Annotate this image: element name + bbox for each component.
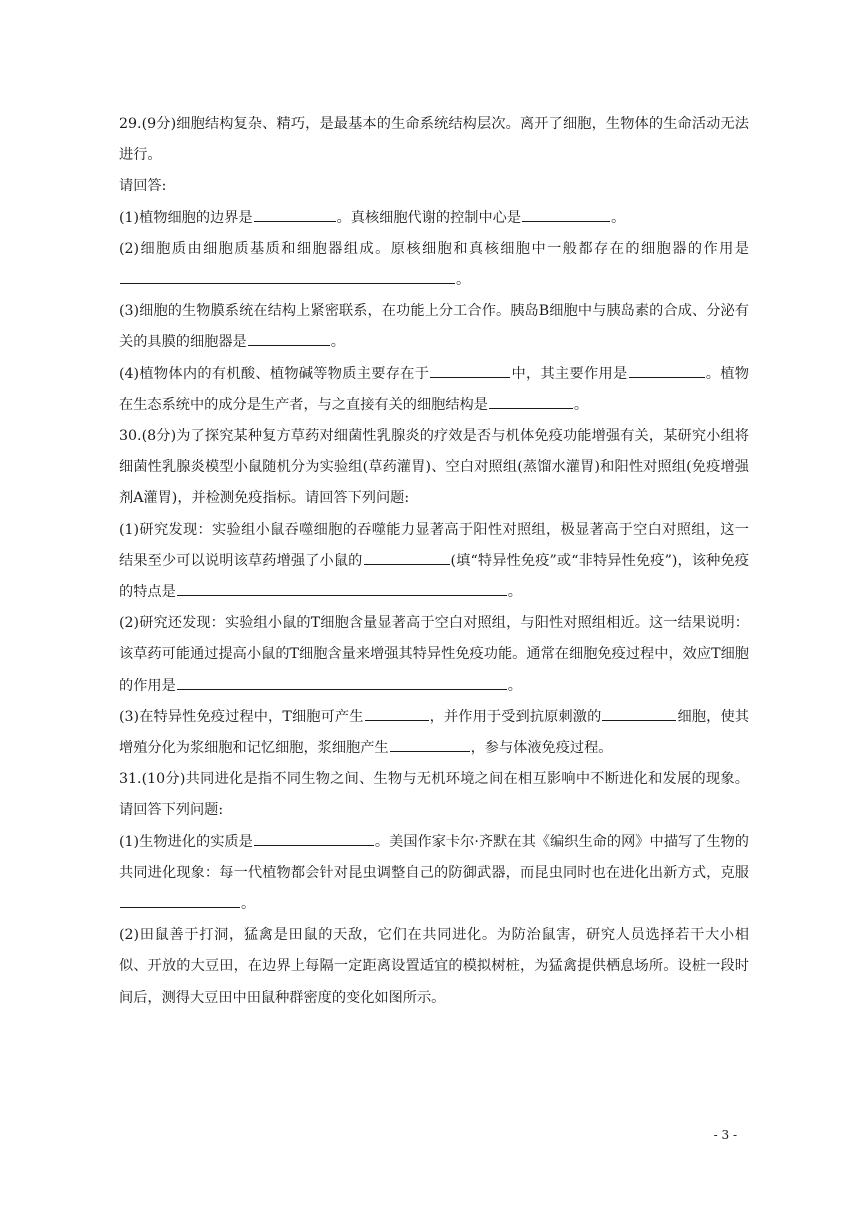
q29-part2-text-b: 。 bbox=[456, 272, 471, 289]
q30-part3-text-a: (3)在特异性免疫过程中，T细胞可产生 bbox=[119, 708, 364, 725]
q29-part1-text-c: 。 bbox=[611, 209, 626, 226]
answer-blank[interactable] bbox=[365, 703, 429, 721]
q31-part1-text-c: 。 bbox=[241, 896, 256, 913]
q29-part4-text-b: 中，其主要作用是 bbox=[511, 365, 628, 382]
answer-blank[interactable] bbox=[489, 391, 573, 409]
page-number: - 3 - bbox=[713, 1128, 737, 1142]
q29-part4-text-a: (4)植物体内的有机酸、植物碱等物质主要存在于 bbox=[119, 365, 430, 382]
q29-part3-text-b: 。 bbox=[330, 334, 345, 351]
q29-part4 bbox=[119, 359, 749, 421]
answer-blank[interactable] bbox=[177, 672, 507, 690]
answer-blank[interactable] bbox=[120, 266, 455, 284]
q29-part3 bbox=[119, 296, 749, 358]
q29-part2 bbox=[119, 234, 749, 296]
q30-part2-text-b: 。 bbox=[507, 677, 522, 694]
answer-blank[interactable] bbox=[364, 547, 450, 565]
q29-part4-text-d: 。 bbox=[573, 396, 589, 413]
q30-part1-text-b: (填“特异性免疫”或“非特异性免疫”)，该种免疫的特点是 bbox=[119, 552, 749, 601]
q31-part1-text-b: 。美国作家卡尔·齐默在其《编织生命的网》中描写了生物的共同进化现象：每一代植物都会针对昆虫调整自己的防御武器，而昆虫同时也在进化出新方式，克服 bbox=[119, 833, 749, 881]
q30-part1-text-c: 。 bbox=[507, 584, 522, 601]
q29-part4-text-c: 。植物在生态系统中的成分是生产者，与之直接有关的细胞结构是 bbox=[119, 365, 749, 413]
answer-blank[interactable] bbox=[602, 703, 676, 721]
q30-intro: 30.(8分)为了探究某种复方草药对细菌性乳腺炎的疗效是否与机体免疫功能增强有关，某研究小组将细菌性乳腺炎模型小鼠随机分为实验组(草药灌胃)、空白对照组(蒸馏水灌胃)和阳性对照组(免疫增强剂A灌胃)，并检测免疫指标。请回答下列问题: bbox=[119, 428, 749, 507]
q30-part3-text-d: ，参与体液免疫过程。 bbox=[470, 740, 613, 757]
q30-part3-text-b: ，并作用于受到抗原刺激的 bbox=[429, 708, 602, 725]
answer-blank[interactable] bbox=[120, 890, 240, 908]
q31-part2: (2)田鼠善于打洞，猛禽是田鼠的天敌，它们在共同进化。为防治鼠害，研究人员选择若干大小相似、开放的大豆田，在边界上每隔一定距离设置适宜的模拟树桩，为猛禽提供栖息场所。设桩一段时间后，测得大豆田中田鼠种群密度的变化如图所示。 bbox=[119, 927, 749, 1006]
q29-prompt: 请回答: bbox=[119, 178, 167, 195]
q29-part1 bbox=[119, 203, 749, 234]
q30-part1-text-a: (1)研究发现：实验组小鼠吞噬细胞的吞噬能力显著高于阳性对照组，极显著高于空白对照组，这一结果至少可以说明该草药增强了小鼠的 bbox=[119, 521, 749, 569]
answer-blank[interactable] bbox=[522, 204, 610, 222]
q29-part1-text-b: 。真核细胞代谢的控制中心是 bbox=[336, 209, 522, 226]
q29-part3-text-a: (3)细胞的生物膜系统在结构上紧密联系，在功能上分工合作。胰岛B细胞中与胰岛素的合成、分泌有关的具膜的细胞器是 bbox=[119, 303, 749, 351]
answer-blank[interactable] bbox=[629, 360, 705, 378]
answer-blank[interactable] bbox=[248, 328, 330, 346]
answer-blank[interactable] bbox=[254, 828, 374, 846]
answer-blank[interactable] bbox=[390, 734, 470, 752]
q29-part2-text-a: (2)细胞质由细胞质基质和细胞器组成。原核细胞和真核细胞中一般都存在的细胞器的作用是 bbox=[119, 240, 749, 257]
q30-part3 bbox=[119, 702, 749, 764]
q30-part3-text-c: 细胞，使其增殖分化为浆细胞和记忆细胞，浆细胞产生 bbox=[119, 708, 749, 757]
q29-part1-text-a: (1)植物细胞的边界是 bbox=[119, 209, 253, 226]
q31-part1-text-a: (1)生物进化的实质是 bbox=[119, 833, 253, 850]
answer-blank[interactable] bbox=[254, 204, 336, 222]
q30-part1 bbox=[119, 515, 749, 609]
q30-part2 bbox=[119, 608, 749, 702]
q30-part2-text-a: (2)研究还发现：实验组小鼠的T细胞含量显著高于空白对照组，与阳性对照组相近。这一结果说明：该草药可能通过提高小鼠的T细胞含量来增强其特异性免疫功能。通常在细胞免疫过程中，效应T细胞的作用是 bbox=[119, 615, 749, 694]
answer-blank[interactable] bbox=[177, 578, 507, 596]
q29-intro: 29.(9分)细胞结构复杂、精巧，是最基本的生命系统结构层次。离开了细胞，生物体的生命活动无法进行。 bbox=[119, 116, 749, 164]
q31-intro: 31.(10分)共同进化是指不同生物之间、生物与无机环境之间在相互影响中不断进化和发展的现象。请回答下列问题: bbox=[119, 771, 749, 819]
question-content bbox=[119, 109, 749, 1014]
q31-part1 bbox=[119, 827, 749, 921]
answer-blank[interactable] bbox=[430, 360, 510, 378]
